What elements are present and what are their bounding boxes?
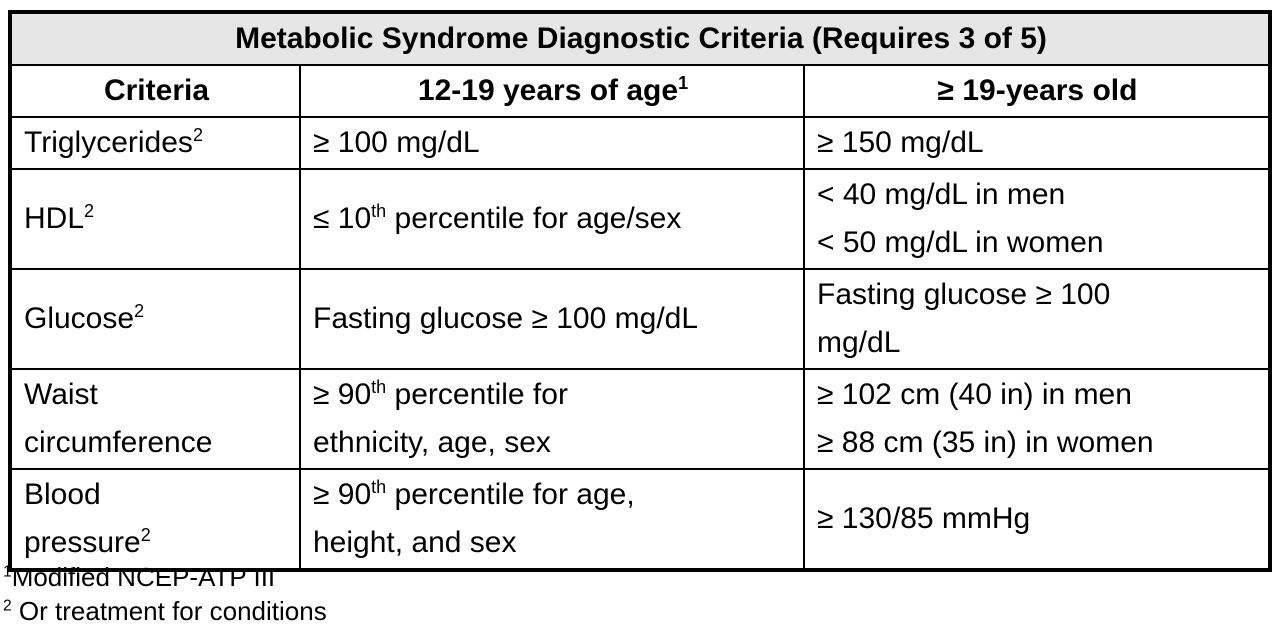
superscript: 2: [84, 201, 95, 221]
cell-triglycerides-adult: [804, 117, 1270, 169]
superscript: 2: [140, 525, 151, 545]
column-header-criteria: Criteria: [10, 65, 300, 117]
superscript: 1: [3, 563, 12, 581]
text-line: < 40 mg/dL in men: [817, 178, 1066, 211]
text-line: $^2$ Or treatment for conditions: [3, 596, 327, 626]
footnote-1: [3, 560, 327, 594]
superscript: 1: [678, 73, 689, 93]
text-line: Glucose$^2$: [24, 301, 145, 335]
table-header-row: [10, 65, 1270, 117]
text-line: ≥ 130/85 mmHg: [817, 502, 1031, 535]
text-line: ≤ 10th percentile for age/sex: [313, 201, 682, 235]
table-row-waist-circumference: [10, 369, 1270, 469]
column-header-12-19-years: [300, 65, 804, 117]
text-line: height, and sex: [313, 526, 517, 559]
table-row-hdl: [10, 169, 1270, 269]
cell-hdl-adult: [804, 169, 1270, 269]
text-line: HDL$^2$: [24, 201, 95, 235]
cell-blood-pressure-12-19: [300, 469, 804, 570]
table-title-row: [10, 12, 1270, 65]
cell-triglycerides-12-19: [300, 117, 804, 169]
metabolic-syndrome-criteria-table: [8, 10, 1272, 572]
text-line: ethnicity, age, sex: [313, 426, 551, 459]
cell-glucose-12-19: [300, 269, 804, 369]
table-row-triglycerides: [10, 117, 1270, 169]
table-row-blood-pressure: [10, 469, 1270, 570]
cell-hdl-criteria: [10, 169, 300, 269]
text-line: < 50 mg/dL in women: [817, 226, 1104, 259]
table-row-glucose: [10, 269, 1270, 369]
text-line: mg/dL: [817, 326, 901, 359]
text-line: ≥ 88 cm (35 in) in women: [817, 426, 1154, 459]
table-title: Metabolic Syndrome Diagnostic Criteria (Requires 3 of 5): [10, 12, 1270, 65]
text-line: ≥ 90th percentile for: [313, 377, 568, 411]
text-line: Triglycerides$^2$: [24, 125, 203, 159]
superscript: th: [371, 377, 387, 397]
text-line: Fasting glucose ≥ 100: [817, 278, 1111, 311]
footnote-2: [3, 594, 327, 626]
cell-waist-adult: [804, 369, 1270, 469]
superscript: 2: [192, 125, 203, 145]
superscript: 2: [134, 301, 145, 321]
text-line: pressure$^2$: [24, 525, 151, 559]
cell-glucose-criteria: [10, 269, 300, 369]
superscript: th: [371, 201, 387, 221]
text-line: Blood: [24, 478, 101, 511]
superscript: 2: [3, 597, 12, 615]
text-line: $^1$Modified NCEP-ATP III: [3, 562, 276, 592]
cell-glucose-adult: [804, 269, 1270, 369]
cell-waist-12-19: [300, 369, 804, 469]
text-line: ≥ 90th percentile for age,: [313, 477, 635, 511]
text-line: 12-19 years of age$^1$: [417, 73, 689, 107]
superscript: th: [371, 477, 387, 497]
text-line: Fasting glucose ≥ 100 mg/dL: [313, 302, 699, 335]
cell-waist-criteria: [10, 369, 300, 469]
cell-blood-pressure-adult: [804, 469, 1270, 570]
column-header-19-plus-years: ≥ 19-years old: [804, 65, 1270, 117]
footnotes: [3, 560, 327, 626]
text-line: Waist: [24, 378, 98, 411]
cell-hdl-12-19: [300, 169, 804, 269]
text-line: circumference: [24, 426, 213, 459]
text-line: ≥ 150 mg/dL: [817, 126, 984, 159]
text-line: ≥ 102 cm (40 in) in men: [817, 378, 1132, 411]
text-line: ≥ 100 mg/dL: [313, 126, 480, 159]
cell-triglycerides-criteria: [10, 117, 300, 169]
cell-blood-pressure-criteria: [10, 469, 300, 570]
